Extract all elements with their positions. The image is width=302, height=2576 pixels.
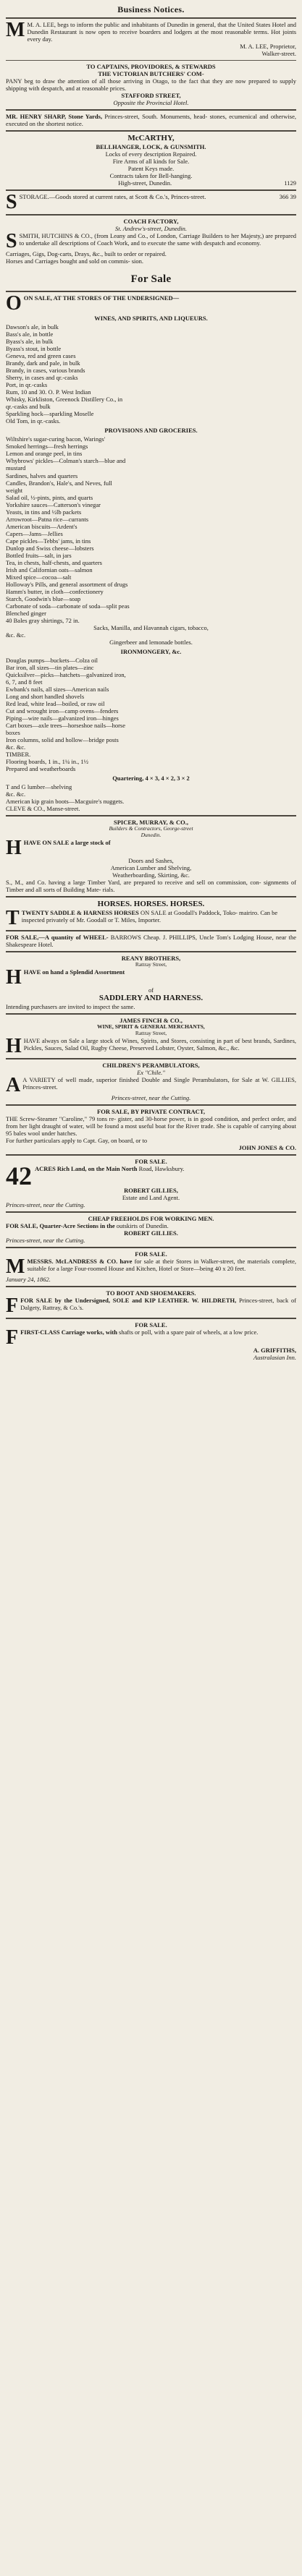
stores-item: Old Tom, in qr.-casks. — [6, 417, 61, 425]
ad-line: United States Hotel and Dunedin Restaurant is now — [27, 21, 296, 36]
stores-item: T and G lumber—shelving — [6, 783, 72, 791]
ad-coach-factory — [6, 214, 296, 268]
ad-body — [6, 113, 296, 127]
ad-body — [6, 1255, 297, 1278]
stores-item: Long and short handled shovels — [6, 692, 85, 700]
ad-heading: TO CAPTAINS, PROVIDORES, & STEWARDS — [86, 63, 216, 71]
stores-item: Piping—wire nails—galvanized iron—hinges — [6, 715, 119, 722]
stores-item: Cart boxes—axle trees—horseshoe nails—horse — [6, 722, 125, 730]
ad-line: MESSRS. McLANDRESS & CO. have — [27, 1257, 133, 1265]
ad-address — [6, 179, 296, 187]
ad-line: same. — [120, 1002, 135, 1010]
ad-line: Locks of every description Repaired. — [105, 150, 197, 158]
drop-cap: A — [6, 1073, 21, 1096]
ad-number: 366 39 — [279, 193, 296, 201]
ad-body — [6, 906, 296, 929]
stores-item: &c. &c. — [6, 790, 26, 798]
ad-line: TWENTY SADDLE & HARNESS HORSES — [21, 908, 139, 916]
ad-line: at W. GILLIES, Princes-street. — [22, 1075, 297, 1091]
ad-line: and KIP LEATHER. W. HILDRETH, — [132, 1296, 237, 1304]
stores-item: Byass's ale, in bulk — [6, 338, 54, 346]
ad-lee — [6, 17, 296, 60]
ad-body — [6, 230, 297, 253]
ad-line: High-street, Dunedin. — [118, 179, 172, 187]
ad-line: reasonable prices. — [82, 85, 127, 93]
drop-cap: O — [6, 292, 22, 315]
stores-item: Sacks, Manilla, and Havannah cigars, tobacco, — [93, 623, 209, 631]
ad-line: Princes-street, South. Monuments, head- — [104, 113, 208, 121]
ad-heading: SPICER, MURRAY, & CO., — [113, 819, 189, 827]
ad-line: prepared to supply shipping with despatch, and at — [6, 77, 296, 93]
stores-subheading: Quartering, 4 × 3, 4 × 2, 3 × 2 — [112, 775, 190, 782]
ad-line: shafts or poll, with a spare pair of — [119, 1328, 202, 1336]
ad-line: SMITH, HUTCHINS & CO., (from Leany and — [19, 232, 136, 240]
ad-line: ACRES Rich Land, on the Main North — [35, 1164, 138, 1172]
stores-item: Rum, 10 and 30. O. P. West Indian — [6, 388, 91, 396]
ad-line: and perfect order, and from her light draught of water, — [6, 1114, 297, 1130]
stores-item: 6, 7, and 8 feet — [6, 678, 43, 686]
drop-cap: F — [6, 1326, 19, 1349]
stores-item: Lemon and orange peel, in tins — [6, 450, 83, 458]
ad-line: Scott & Co.'s, Princes-street. — [135, 193, 206, 201]
ad-line: open to receive boarders and lodgers at the most — [98, 28, 223, 36]
ad-line: reasonable terms. Hot joints every day. — [27, 28, 297, 43]
ad-line: THE Screw-Steamer "Caroline," 79 tons re- — [6, 1114, 117, 1122]
ad-line: A VARIETY of well made, superior finished — [22, 1075, 139, 1083]
stores-item: Carbonate of soda—carbonate of soda—split peas — [6, 602, 130, 610]
ad-line: of Coach Work, and to execute the same with despatch — [90, 239, 225, 247]
ad-reany-brothers — [6, 951, 296, 1013]
ad-subheading: Rattray Street, — [135, 1029, 167, 1036]
ad-storage — [6, 189, 296, 214]
ad-line: STORAGE.—Goods stored at current rates, at — [19, 193, 134, 201]
ad-address: Princes-street, near the Cutting. — [6, 1236, 85, 1244]
ad-heading: FOR SALE. — [135, 1157, 167, 1165]
stores-item: Geneva, red and green cases — [6, 352, 76, 360]
stores-item: Yeasts, in tins and ½lb packets — [6, 508, 82, 516]
stores-item: Yorkshire sauces—Catterson's vinegar — [6, 500, 101, 508]
ad-line: HAVE always on Sale a large stock of — [23, 1036, 120, 1044]
ad-subheading: Builders & Contractors, George-street — [109, 825, 193, 832]
stores-subheading: PROVISIONS AND GROCERIES. — [104, 427, 198, 435]
stores-item: Whybrows' pickles—Colman's starch—blue and — [6, 457, 126, 465]
ad-line: ON SALE at Goodall's Paddock, Toko- — [140, 908, 238, 916]
ad-line: Doors and Sashes, — [128, 856, 174, 864]
ad-subheading: St. Andrew's-street, Dunedin. — [114, 225, 187, 233]
ad-body — [6, 879, 296, 893]
ad-perambulators — [6, 1058, 296, 1104]
ad-line: to — [142, 1136, 148, 1144]
ad-line: Co., of London, Carriage Builders to her — [138, 232, 239, 240]
ad-address: Australasian Inn. — [253, 1353, 296, 1361]
stores-item: qr.-casks and bulk — [6, 403, 51, 411]
stores-item: Irish and Californian oats—salmon — [6, 566, 93, 573]
stores-item: Whisky, Kirkliston, Greenock Distillery Co., in — [6, 396, 123, 404]
ad-heading: FOR SALE. — [135, 1321, 167, 1328]
stores-item: Port, in qr.-casks — [6, 381, 48, 389]
ad-signature: ROBERT GILLIES, — [124, 1186, 178, 1194]
ad-line: HAVE on hand a Splendid Assortment — [23, 968, 125, 976]
ad-line: signments of Timber and all sorts of Building Mate- — [6, 878, 297, 893]
ad-line: For further particulars apply to Capt. Gay, on board, or — [6, 1136, 141, 1144]
ad-line: Patent Keys made. — [127, 165, 175, 173]
ad-line: Contracts taken for Bell-hanging. — [109, 172, 193, 180]
ad-line: rials. — [102, 885, 115, 893]
ad-number: 1129 — [284, 179, 296, 187]
stores-item: Blenched ginger — [6, 609, 46, 617]
ad-line: wheels, at a low price. — [203, 1328, 259, 1336]
ad-horses — [6, 896, 296, 930]
ad-body — [6, 1222, 296, 1229]
ad-heading: CHILDREN'S PERAMBULATORS, — [102, 1061, 200, 1069]
ad-body — [6, 1326, 296, 1349]
ad-north-road-land — [6, 1154, 296, 1211]
ad-address: Princes-street, near the Cutting. — [6, 1200, 85, 1208]
ad-line: materials complete, suitable for a large Four-roomed — [27, 1257, 297, 1272]
ad-heading: HORSES. HORSES. HORSES. — [97, 900, 205, 908]
stores-subheading: WINES, AND SPIRITS, AND LIQUEURS. — [94, 315, 208, 323]
ad-leather — [6, 1286, 296, 1318]
ad-wheelbarrows — [6, 930, 296, 951]
ad-signature: A. GRIFFITHS, — [253, 1346, 296, 1354]
ad-line: sion. — [131, 257, 144, 265]
ad-address-note: Opposite the Provincial Hotel. — [113, 99, 189, 107]
ad-line: Weatherboarding, Skirting, &c. — [112, 871, 190, 879]
ad-line: stones, ecumenical and otherwise, executed on the — [6, 113, 297, 128]
ad-body — [6, 191, 296, 214]
stores-item: American kip grain boots—Macguire's nuggets. — [6, 798, 125, 806]
stores-item: Dawson's ale, in bulk — [6, 323, 59, 331]
stores-item: Dunlop and Swiss cheese—lobsters — [6, 544, 94, 552]
ad-line: and economy. — [227, 239, 261, 247]
stores-item: &c. &c. — [6, 743, 26, 751]
ad-line: HAVE ON SALE a large stock of — [23, 838, 111, 846]
ad-heading: McCARTHY, — [127, 134, 175, 143]
drop-cap: T — [6, 906, 20, 929]
stores-item: Hamm's butter, in cloth—confectionery — [6, 587, 104, 595]
ad-line: Road, Hawksbury. — [138, 1164, 185, 1172]
ad-line: Fire Arms of all kinds for Sale. — [112, 158, 190, 166]
stores-item: Capers—Jams—Jellies — [6, 529, 63, 537]
ad-line: SADDLERY AND HARNESS. — [98, 993, 204, 1002]
ad-line: hatches. — [56, 1129, 77, 1137]
ad-line: Majesty,) are prepared to undertake all descriptions — [19, 232, 297, 247]
stores-item: Douglas pumps—buckets—Colza oil — [6, 656, 98, 664]
ad-heading: TO BOOT AND SHOEMAKERS. — [106, 1289, 196, 1297]
ad-body — [6, 1073, 297, 1096]
ad-line: Carriages, Gigs, Dog-carts, Drays, &c., built to — [6, 250, 122, 258]
stores-item: Byass's stout, in bottle — [6, 345, 62, 353]
ad-line: &c., &c. — [218, 1044, 240, 1052]
ad-line: will be found a most useful boat for the River trade. — [85, 1122, 215, 1130]
ad-mclandress — [6, 1247, 296, 1286]
ad-heading: CHEAP FREEHOLDS FOR WORKING MEN. — [88, 1214, 214, 1222]
ad-heading: THE VICTORIAN BUTCHERS' COM- — [98, 70, 204, 78]
stores-item: Brandy, in cases, various brands — [6, 367, 85, 375]
ad-line: best brands, Sardines, Pickles, Sauces, Salad Oil, — [23, 1036, 297, 1052]
ad-spicer-murray — [6, 815, 296, 896]
stores-item: Bass's ale, in bottle — [6, 330, 54, 338]
ad-body — [6, 1003, 296, 1010]
ad-line: BARROWS Cheap. J. PHILLIPS, Uncle — [110, 933, 214, 941]
stores-item: CLEVE & CO., Manse-street. — [6, 805, 80, 813]
stores-item: weight — [6, 486, 23, 494]
ad-line: are prepared to receive and sell on commission, con- — [123, 878, 261, 886]
ad-line: outskirts of Dunedin. — [116, 1221, 169, 1229]
ad-stores — [6, 291, 296, 815]
ad-line: gister, and 30-horse power, is in good condition, — [117, 1114, 240, 1122]
ad-line: S., M., and Co. having a large Timber Yard, — [6, 878, 122, 886]
stores-item: Gingerbeer and lemonade bottles. — [109, 638, 193, 646]
ad-line: feet. — [235, 1264, 246, 1272]
ad-line: Intending purchasers are invited to inspect the — [6, 1002, 119, 1010]
ad-line: PANY beg to draw the attention of all — [6, 77, 106, 85]
ad-body — [6, 1115, 296, 1137]
ad-line: mairiro. Can be inspected privately of Mr. Goodall or — [21, 908, 278, 924]
ad-signature: ROBERT GILLIES. — [124, 1229, 178, 1237]
ad-body — [6, 250, 296, 257]
ad-line: UNDERSIGNED— — [127, 294, 180, 302]
ad-sharp — [6, 109, 296, 130]
stores-item: mustard — [6, 464, 26, 472]
ad-cheap-freeholds — [6, 1211, 296, 1247]
drop-cap: H — [6, 1034, 22, 1057]
ad-body — [6, 1137, 296, 1144]
stores-item: Red lead, white lead—boiled, or raw oil — [6, 699, 105, 707]
drop-cap: M — [6, 1255, 25, 1278]
ad-line: FOR SALE,—A quantity of WHEEL- — [6, 933, 109, 941]
stores-item: Prepared and weatherboards — [6, 765, 76, 773]
ad-line: Princes-street, back of Dalgety, Rattray, & Co.'s. — [20, 1296, 297, 1311]
drop-cap: S — [6, 230, 17, 253]
ad-griffiths — [6, 1318, 296, 1364]
ad-line: shortest notice. — [46, 120, 83, 128]
stores-item: Brandy, dark and pale, in bulk — [6, 359, 80, 367]
stores-item: Sparkling hock—sparkling Moselle — [6, 410, 94, 418]
stores-item: TIMBER. — [6, 751, 31, 759]
section-header: For Sale — [130, 273, 172, 286]
ad-subheading: Rattray Street, — [135, 961, 167, 968]
ad-body — [6, 257, 296, 265]
ad-address: Princes-street, near the Cutting. — [111, 1093, 191, 1101]
ad-mccarthy — [6, 130, 296, 189]
stores-item: &c. &c. — [6, 631, 26, 639]
ad-signature: M. A. LEE, Proprietor, — [240, 43, 296, 51]
ad-heading: FOR SALE, BY PRIVATE CONTRACT, — [97, 1107, 205, 1115]
ad-line: Horses and Carriages bought and sold on commis- — [6, 257, 130, 265]
ad-line: Tom's Lodging House, near the Shakespeare Hotel. — [6, 933, 296, 948]
stores-item: Tea, in chests, half-chests, and quarters — [6, 558, 102, 566]
stores-item: Smoked herrings—fresh herrings — [6, 443, 88, 451]
stores-item: 40 Bales gray shirtings, 72 in. — [6, 616, 80, 624]
ad-line: of — [148, 986, 154, 994]
ad-date: January 24, 1862. — [6, 1275, 51, 1283]
stores-item: Quicksilver—picks—hatchets—galvanized iron, — [6, 670, 126, 678]
big-number: 42 — [6, 1161, 32, 1190]
stores-item: Holloway's Pills, and general assortment of drugs — [6, 580, 128, 588]
ad-line: for sale at their Stores in Walker-street, the — [134, 1257, 246, 1265]
stores-item: Ewbank's nails, all sizes—American nails — [6, 685, 109, 693]
ad-steamer-caroline — [6, 1104, 296, 1154]
ad-subheading: BELLHANGER, LOCK, & GUNSMITH. — [96, 143, 206, 151]
ad-line: M. A. LEE, begs to inform the public and — [27, 21, 130, 29]
drop-cap: M — [6, 19, 25, 42]
stores-list — [6, 315, 296, 812]
ad-body — [6, 934, 296, 948]
ad-line: FIRST-CLASS Carriage works, with — [20, 1328, 117, 1336]
stores-item: Starch, Goodwin's blue—soap — [6, 594, 81, 602]
ad-heading: FOR SALE. — [135, 1250, 167, 1258]
stores-item: American biscuits—Ardent's — [6, 522, 77, 530]
ad-signature: JOHN JONES & CO. — [238, 1143, 296, 1151]
ad-line: FOR SALE, Quarter-Acre Sections in the — [6, 1221, 115, 1229]
ad-heading — [6, 292, 296, 315]
ad-subheading: Ex "Chile." — [137, 1068, 165, 1076]
ad-victorian-butchers — [6, 60, 296, 109]
ad-line: inhabitants of Dunedin in general, that the — [131, 21, 236, 29]
ad-address: Walker-street. — [261, 50, 296, 58]
ad-heading: REANY BROTHERS, — [121, 955, 181, 962]
stores-item: Mixed spice—cocoa—salt — [6, 573, 72, 581]
ad-line: MR. HENRY SHARP, Stone Yards, — [6, 113, 103, 121]
ad-subheading: Dunedin. — [140, 832, 162, 839]
ad-line: House and Kitchen, Hotel or Store—being 40 x 20 — [108, 1264, 234, 1272]
stores-subheading: IRONMONGERY, &c. — [120, 647, 182, 655]
ad-line: order or repaired. — [123, 250, 167, 258]
ad-body — [6, 836, 296, 859]
ad-heading: COACH FACTORY, — [123, 218, 179, 226]
ad-subheading: WINE, SPIRIT & GENERAL MERCHANTS, — [97, 1023, 205, 1030]
ad-line: Wines, Spirits, and Stores, consisting in part of — [122, 1036, 240, 1044]
ad-body — [6, 77, 296, 92]
drop-cap: S — [6, 191, 17, 214]
ad-line: FOR SALE by the Undersigned, SOLE — [20, 1296, 130, 1304]
newspaper-column — [6, 0, 296, 1364]
ad-line: Double and Single Perambulators, for Sale — [141, 1075, 253, 1083]
drop-cap: F — [6, 1294, 19, 1317]
stores-item: Bottled fruits—salt, in jars — [6, 551, 72, 559]
ad-line: Rugby Cheese, Preserved Lobster, Oyster, Salmon, — [91, 1044, 217, 1052]
section-header: Business Notices. — [117, 4, 185, 14]
stores-item: Wiltshire's sugar-curing bacon, Warings' — [6, 435, 106, 443]
ad-line: ON SALE, AT THE STORES OF THE — [23, 294, 126, 302]
ad-body — [6, 1034, 297, 1057]
stores-item: Iron columns, solid and hollow—bridge posts — [6, 736, 119, 744]
stores-item: Salad oil, ½-pints, pints, and quarts — [6, 493, 93, 501]
ad-line: American Lumber and Shelving, — [110, 863, 192, 871]
stores-item: Arrowroot—Patna rice—currants — [6, 515, 89, 523]
drop-cap: H — [6, 965, 22, 989]
stores-item: Candles, Brandon's, Hale's, and Neves, full — [6, 479, 112, 487]
ad-body — [6, 965, 296, 989]
ad-line: She is capable of carrying about 95 bales wool under — [6, 1122, 297, 1137]
stores-item: Cape pickles—Tebbs' jams, in tins — [6, 537, 91, 545]
ad-line: Estate and Land Agent. — [122, 1193, 180, 1201]
ad-address: STAFFORD STREET, — [121, 92, 181, 100]
stores-item: Flooring boards, 1 in., 1¼ in., 1½ — [6, 758, 89, 766]
ad-body — [6, 1294, 297, 1317]
stores-item: Sherry, in cases and qr.-casks — [6, 374, 78, 382]
ad-line: T. Miles, Importer. — [114, 916, 162, 924]
drop-cap: H — [6, 836, 22, 859]
ad-james-finch — [6, 1013, 296, 1058]
ad-lee-body — [6, 21, 296, 43]
ad-heading: JAMES FINCH & CO., — [119, 1016, 183, 1024]
stores-item: Bar iron, all sizes—tin plates—zinc — [6, 663, 94, 671]
stores-item: Cut and wrought iron—camp ovens—fenders — [6, 707, 119, 715]
ad-line: those arriving in Otago, to the fact that they are now — [108, 77, 246, 85]
stores-item: boxes — [6, 729, 20, 737]
stores-item: Sardines, halves and quarters — [6, 472, 78, 479]
